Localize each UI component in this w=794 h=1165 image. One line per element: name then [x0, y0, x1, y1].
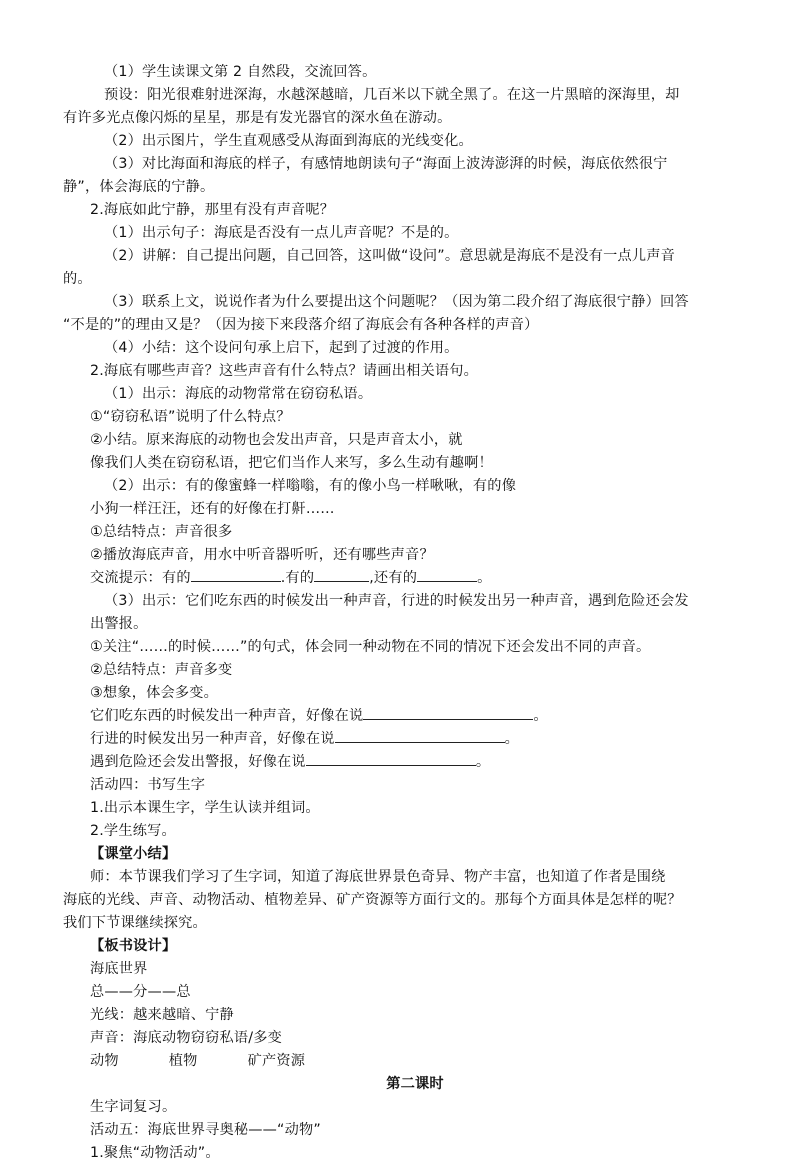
fill-blank-line [90, 567, 740, 590]
text-fragment: 。 [477, 570, 492, 586]
text-line: 1.出示本课生字，学生认读并组词。 [90, 800, 320, 816]
text-line: （3）联系上文，说说作者为什么要提出这个问题呢？（因为第二段介绍了海底很宁静）回答 [104, 294, 689, 310]
text-line: 海底的光线、声音、动物活动、植物差异、矿产资源等方面行文的。那每个方面具体是怎样的呢？ [63, 892, 682, 908]
text-line: 像我们人类在窃窃私语，把它们当作人来写，多么生动有趣啊！ [90, 455, 493, 471]
text-fragment: .有的 [280, 570, 315, 586]
text-fragment: 它们吃东西的时候发出一种声音，好像在说 [90, 708, 364, 724]
section-heading: 【课堂小结】 [90, 846, 177, 862]
answer-blank[interactable] [191, 567, 281, 582]
text-line: 2.海底如此宁静，那里有没有声音呢？ [90, 202, 335, 218]
answer-blank[interactable] [335, 728, 505, 743]
text-line: 我们下节课继续探究。 [63, 915, 207, 931]
text-line: ③想象，体会多变。 [90, 685, 219, 701]
text-line: （2）出示图片，学生直观感受从海面到海底的光线变化。 [104, 133, 473, 149]
text-fragment: 矿产资源 [247, 1053, 306, 1069]
text-line: （1）学生读课文第 2 自然段，交流回答。 [104, 64, 377, 80]
text-line: 2.海底有哪些声音？这些声音有什么特点？请画出相关语句。 [90, 363, 479, 379]
board-line: 海底世界 [90, 961, 148, 977]
activity-heading: 活动五：海底世界寻奥秘——“动物” [90, 1122, 321, 1138]
answer-blank[interactable] [314, 567, 369, 582]
activity-heading: 活动四：书写生字 [90, 777, 206, 793]
fill-blank-line [90, 751, 740, 774]
text-line: 静”，体会海底的宁静。 [63, 179, 215, 195]
board-line [90, 1050, 740, 1073]
text-line: ②小结。原来海底的动物也会发出声音，只是声音太小，就 [90, 432, 463, 448]
fill-blank-line [90, 705, 740, 728]
text-fragment: 遇到危险还会发出警报，好像在说 [90, 754, 306, 770]
text-line: （3）出示：它们吃东西的时候发出一种声音，行进的时候发出另一种声音，遇到危险还会发 [104, 593, 689, 609]
answer-blank[interactable] [306, 751, 476, 766]
text-fragment: 。 [475, 754, 491, 770]
text-line: 1.聚焦“动物活动”。 [90, 1145, 220, 1161]
fill-blank-line [90, 728, 740, 751]
text-line: （3）对比海面和海底的样子，有感情地朗读句子“海面上波涛澎湃的时候，海底依然很宁 [104, 156, 668, 172]
text-line: ②总结特点：声音多变 [90, 662, 233, 678]
text-line: “不是的”的理由又是？（因为接下来段落介绍了海底会有各种各样的声音） [63, 317, 539, 333]
text-line: ①关注“……的时候……”的句式，体会同一种动物在不同的情况下还会发出不同的声音。 [90, 639, 651, 655]
answer-blank[interactable] [363, 705, 533, 720]
text-line: （4）小结：这个设问句承上启下，起到了过渡的作用。 [104, 340, 459, 356]
section-heading: 【板书设计】 [90, 938, 177, 954]
text-fragment: 植物 [168, 1053, 198, 1069]
text-fragment: 。 [533, 708, 548, 724]
text-line: （1）出示：海底的动物常常在窃窃私语。 [104, 386, 373, 402]
text-line: （2）讲解：自己提出问题，自己回答，这叫做“设问”。意思就是海底不是没有一点儿声音 [104, 248, 676, 264]
text-line: 2.学生练写。 [90, 823, 176, 839]
text-line: 小狗一样汪汪，还有的好像在打鼾…… [90, 501, 335, 517]
text-line: ①“窃窃私语”说明了什么特点？ [90, 409, 291, 425]
text-line: 生字词复习。 [90, 1099, 177, 1115]
board-line: 声音：海底动物窃窃私语/多变 [90, 1030, 283, 1046]
text-fragment: 行进的时候发出另一种声音，好像在说 [90, 731, 335, 747]
text-fragment: 。 [504, 731, 519, 747]
board-line: 光线：越来越暗、宁静 [90, 1007, 234, 1023]
text-line: ②播放海底声音，用水中听音器听听，还有哪些声音？ [90, 547, 434, 563]
text-line: 预设：阳光很难射进深海，水越深越暗，几百米以下就全黑了。在这一片黑暗的深海里，却 [104, 87, 680, 103]
text-fragment: 动物 [90, 1053, 119, 1069]
text-line: 的。 [63, 271, 92, 287]
board-line: 总——分——总 [90, 984, 191, 1000]
text-line: 有许多光点像闪烁的星星，那是有发光器官的深水鱼在游动。 [63, 110, 452, 126]
lesson-plan-text [63, 61, 740, 1165]
text-line: （2）出示：有的像蜜蜂一样嗡嗡，有的像小鸟一样啾啾，有的像 [104, 478, 517, 494]
text-fragment: 交流提示：有的 [90, 570, 191, 586]
text-line: 出警报。 [90, 616, 148, 632]
lesson-title: 第二课时 [386, 1076, 444, 1092]
answer-blank[interactable] [417, 567, 477, 582]
text-line: ①总结特点：声音很多 [90, 524, 233, 540]
text-line: （1）出示句子：海底是否没有一点儿声音呢？不是的。 [104, 225, 459, 241]
text-fragment: ,还有的 [369, 570, 418, 586]
text-line: 师：本节课我们学习了生字词，知道了海底世界景色奇异、物产丰富，也知道了作者是围绕 [90, 869, 666, 885]
